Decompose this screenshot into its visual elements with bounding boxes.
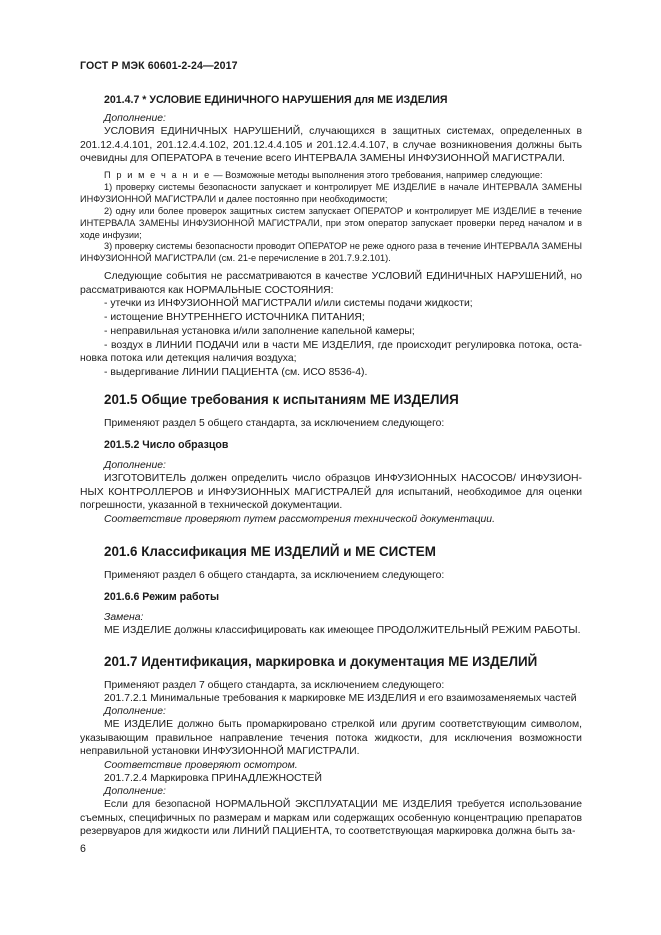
clause-201-7-intro: Применяют раздел 7 общего стандарта, за исключением следующего: bbox=[104, 680, 445, 691]
samples-body: ИЗГОТОВИТЕЛЬ должен определить число образцов ИНФУЗИОННЫХ НАСОСОВ/ ИНФУЗИОННЫХ КОНТРОЛЛЕРОВ и ИНФУЗИОННЫХ МАГИСТРАЛЕЙ для испытаний, необходимое для оценки погрешности, указанной в технической документации. bbox=[80, 473, 582, 512]
event-item: - воздух в ЛИНИИ ПОДАЧИ или в части МЕ ИЗДЕЛИЯ, где происходит регулировка потока, остановка потока или детекция наличия воздуха; bbox=[80, 339, 582, 365]
events-intro: Следующие события не рассматриваются в качестве УСЛОВИЙ ЕДИНИЧНЫХ НАРУШЕНИЙ, но рассматриваются как НОРМАЛЬНЫЕ СОСТОЯНИЯ: bbox=[80, 271, 582, 296]
clause-201-6-heading: 201.6 Классификация МЕ ИЗДЕЛИЙ и МЕ СИСТЕМ bbox=[104, 544, 436, 559]
clause-201-7-heading: 201.7 Идентификация, маркировка и документация МЕ ИЗДЕЛИЙ bbox=[104, 654, 538, 669]
clause-201-4-7-heading: 201.4.7 * УСЛОВИЕ ЕДИНИЧНОГО НАРУШЕНИЯ для МЕ ИЗДЕЛИЯ bbox=[104, 94, 448, 106]
clause-201-5-heading: 201.5 Общие требования к испытаниям МЕ ИЗДЕЛИЯ bbox=[104, 392, 459, 407]
event-item: - утечки из ИНФУЗИОННОЙ МАГИСТРАЛИ и/или системы подачи жидкости; bbox=[104, 298, 473, 310]
note-text: — Возможные методы выполнения этого требования, например следующие: bbox=[210, 170, 543, 180]
standard-header: ГОСТ Р МЭК 60601-2-24—2017 bbox=[80, 60, 238, 72]
addition-label: Дополнение: bbox=[104, 786, 166, 797]
note-intro bbox=[80, 170, 582, 182]
marking-body: МЕ ИЗДЕЛИЕ должно быть промаркировано стрелкой или другим соответствующим символом, указывающим правильное направление течения потока жидкости, для исключения возможности неправильной установки ИНФУЗИОННОЙ МАГИСТРАЛИ. bbox=[80, 719, 582, 758]
compliance-statement: Соответствие проверяют осмотром. bbox=[104, 760, 298, 771]
clause-201-6-6-heading: 201.6.6 Режим работы bbox=[104, 591, 219, 603]
event-item: - выдергивание ЛИНИИ ПАЦИЕНТА (см. ИСО 8536-4). bbox=[104, 366, 368, 378]
accessories-body: Если для безопасной НОРМАЛЬНОЙ ЭКСПЛУАТАЦИИ МЕ ИЗДЕЛИЯ требуется использование съемных, специфичных по размерам и маркам или содержащих особенную концентрацию препаратов резервуаров для жидкости или ЛИНИЙ ПАЦИЕНТА, то соответствующая маркировка должна быть за- bbox=[80, 799, 582, 838]
single-fault-body: УСЛОВИЯ ЕДИНИЧНЫХ НАРУШЕНИЙ, случающихся в защитных системах, определенных в 201.12.4.4.101, 201.12.4.4.102, 201.12.4.4.105 и 201.12.4.4.107, в случае возникновения должны быть очевидны для ОПЕРАТОРА в течение всего ИНТЕРВАЛА ЗАМЕНЫ ИНФУЗИОННОЙ МАГИСТРАЛИ. bbox=[80, 126, 582, 165]
clause-201-7-2-4-title: 201.7.2.4 Маркировка ПРИНАДЛЕЖНОСТЕЙ bbox=[104, 773, 322, 784]
note-block bbox=[80, 170, 582, 265]
replacement-label: Замена: bbox=[104, 612, 144, 623]
compliance-statement: Соответствие проверяют путем рассмотрения технической документации. bbox=[104, 514, 495, 525]
note-lead: П р и м е ч а н и е bbox=[104, 170, 211, 180]
note-item: 2) одну или более проверок защитных систем запускает ОПЕРАТОР и контролирует МЕ ИЗДЕЛИЕ в течение ИНТЕРВАЛА ЗАМЕНЫ ИНФУЗИОННОЙ МАГИСТРАЛИ, при этом оператор запускает проверки перед началом и в ходе инфузии; bbox=[80, 205, 582, 240]
event-item: - неправильная установка и/или заполнение капельной камеры; bbox=[104, 325, 415, 337]
note-item: 3) проверку системы безопасности проводит ОПЕРАТОР не реже одного раза в течение ИНТЕРВАЛА ЗАМЕНЫ ИНФУЗИОННОЙ МАГИСТРАЛИ (см. 21-е перечисление в 201.7.9.2.101). bbox=[80, 241, 582, 264]
page-number: 6 bbox=[80, 843, 86, 855]
clause-201-7-2-1-title: 201.7.2.1 Минимальные требования к маркировке МЕ ИЗДЕЛИЯ и его взаимозаменяемых частей bbox=[104, 693, 577, 704]
clause-201-6-intro: Применяют раздел 6 общего стандарта, за исключением следующего: bbox=[104, 570, 445, 581]
clause-201-5-intro: Применяют раздел 5 общего стандарта, за исключением следующего: bbox=[104, 418, 445, 429]
note-item: 1) проверку системы безопасности запускает и контролирует МЕ ИЗДЕЛИЕ в начале ИНТЕРВАЛА ЗАМЕНЫ ИНФУЗИОННОЙ МАГИСТРАЛИ и далее постоянно при необходимости; bbox=[80, 181, 582, 204]
event-item: - истощение ВНУТРЕННЕГО ИСТОЧНИКА ПИТАНИЯ; bbox=[104, 312, 365, 324]
addition-label: Дополнение: bbox=[104, 113, 166, 124]
operating-mode-body: МЕ ИЗДЕЛИЕ должны классифицировать как имеющее ПРОДОЛЖИТЕЛЬНЫЙ РЕЖИМ РАБОТЫ. bbox=[104, 625, 581, 636]
addition-label: Дополнение: bbox=[104, 706, 166, 717]
clause-201-5-2-heading: 201.5.2 Число образцов bbox=[104, 439, 229, 451]
events-block bbox=[80, 270, 582, 380]
addition-label: Дополнение: bbox=[104, 460, 166, 471]
